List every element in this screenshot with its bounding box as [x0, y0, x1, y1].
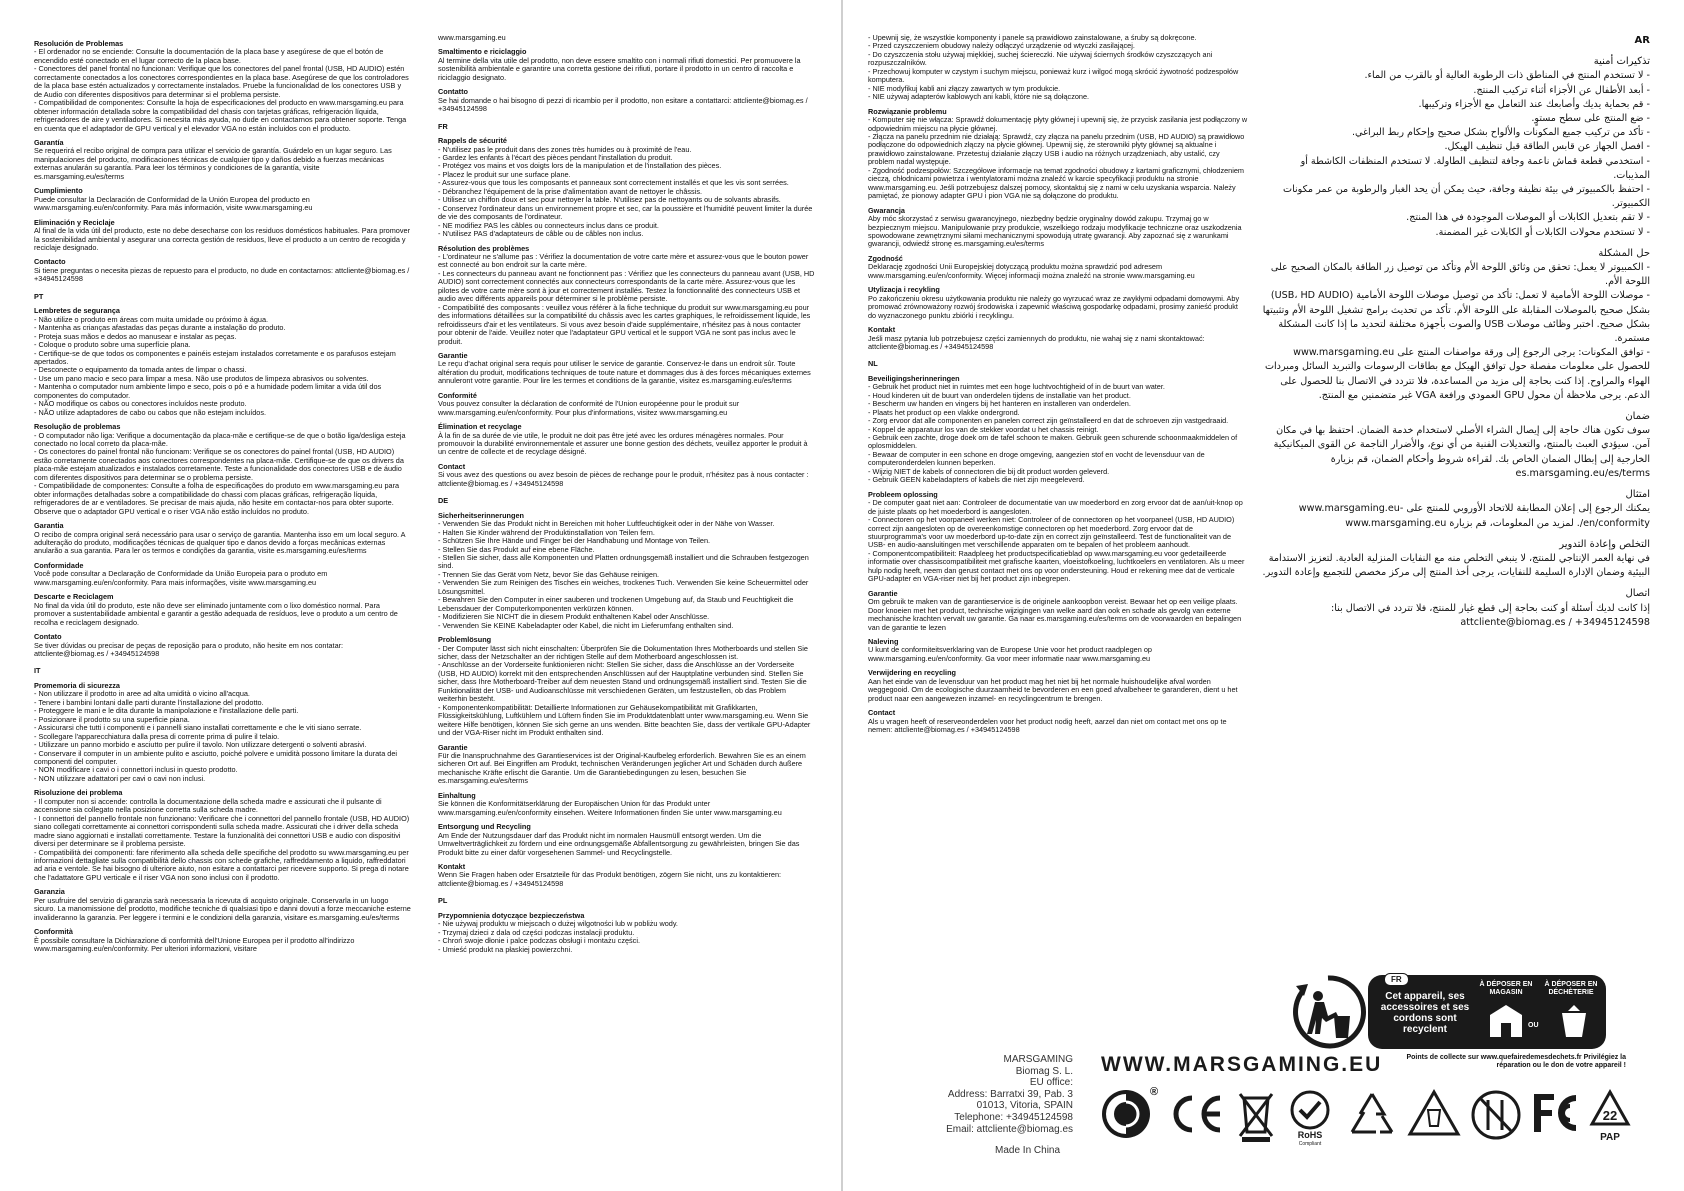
- text-section: [438, 792, 815, 817]
- section-body: À la fin de sa durée de vie utile, le produit ne doit pas être jeté avec les ordures ménagères normales. Pour promouvoir la durabilité environnementale et assurer une bonne gestion des déchets, veuillez apporter le produit à un centre de collecte et de recyclage désigné.: [438, 430, 808, 457]
- text-section: [34, 789, 411, 882]
- fcc-icon: [1530, 1088, 1580, 1138]
- registered-mark: ®: [1150, 1086, 1159, 1098]
- recycle-arrows-icon: [1344, 1088, 1400, 1142]
- text-section: [868, 34, 1248, 102]
- language-code: DE: [438, 496, 449, 506]
- text-section: [34, 593, 411, 627]
- section-body: - Der Computer lässt sich nicht einschalten: Überprüfen Sie die Dokumentation Ihres Motherboards und stellen Sie sicher, dass der Netzschalter an der richtigen Stelle auf dem Motherboard angeschlossen ist. - Anschlüsse an der Vorderseite funktionieren nicht: Stellen Sie sicher, dass die Anschlüsse an der Vorderseite (USB, HD AUDIO) korrekt mit den entsprechenden Anschlüssen auf der Hauptplatine verbunden sind. Stellen Sie sicher, dass Ihre Motherboard-Treiber auf dem neuesten Stand und ordnungsgemäß installiert sind. Testen Sie die Funktionalität der USB- und Audioanschlüsse mit verschiedenen Geräten, um festzustellen, ob das Problem weiterhin besteht. - Komponentenkompatibilität: Detaillierte Informationen zur Gehäusekompatibilität mit Grafikkarten, Flüssigkeitskühlung, Luftkühlern und Lüftern finden Sie im Produktdatenblatt unter www.marsgaming.eu. Wenn Sie weitere Hilfe benötigen, können Sie sich gerne an uns wenden. Bitte beachten Sie, dass der vertikale GPU-Adapter und der VGA-Riser nicht im Produkt enthalten sind.: [438, 643, 811, 738]
- text-section: [438, 463, 815, 488]
- text-section: [438, 636, 815, 737]
- section-heading: Resolución de Problemas: [34, 39, 124, 48]
- text-section: [438, 88, 815, 113]
- text-column-arabic: [1262, 34, 1650, 694]
- section-heading: اتصال: [1625, 588, 1650, 600]
- company-name: Biomag S. L.: [1015, 1065, 1073, 1077]
- section-body: Aan het einde van de levensduur van het product mag het niet bij het normale huishoudelijke afval worden weggegooid. Om de ecologische duurzaamheid te bevorderen en een goed afvalbeheer te garanderen, dient u het product naar een aangewezen inzamel- en recyclingcentrum te brengen.: [868, 676, 1238, 703]
- section-body: - Non utilizzare il prodotto in aree ad alta umidità o vicino all'acqua. - Tenere i bambini lontani dalle parti durante l'installazione del prodotto. - Proteggere le mani e le dita durante la manipolazione e l'installazione delle parti. - Posizionare il prodotto su una superficie piana. - Assicurarsi che tutti i componenti e i pannelli siano installati correttamente e che le viti siano serrate. - Scollegare l'apparecchiatura dalla presa di corrente prima di pulire il telaio. - Utilizzare un panno morbido e asciutto per pulire il tavolo. Non utilizzare detergenti o solventi abrasivi. - Conservare il computer in un ambiente pulito e asciutto, poiché polvere e umidità possono limitare la durata dei componenti del computer. - NON modificare i cavi o i connettori inclusi in questo prodotto. - NON utilizzare adattatori per cavi o cavi non inclusi.: [34, 689, 398, 783]
- rohs-icon: [1286, 1088, 1334, 1146]
- section-heading: Rozwiązanie problemu: [868, 106, 947, 116]
- language-code: FR: [438, 121, 448, 131]
- text-section: [1262, 410, 1650, 481]
- text-section: [34, 40, 411, 133]
- section-body: Als u vragen heeft of reserveonderdelen voor het product nodig heeft, aarzel dan niet om contact met ons op te nemen: attcliente@biomag.es / +34945124598: [868, 716, 1227, 735]
- section-heading: Zgodność: [868, 253, 903, 263]
- triman-recycling-icon: [1288, 972, 1368, 1052]
- section-heading: Kontakt: [438, 861, 466, 871]
- company-address: [910, 1054, 1073, 1135]
- section-heading: Garantie: [438, 350, 468, 360]
- company-email: Email: attcliente@biomag.es: [946, 1123, 1073, 1135]
- text-section: [34, 633, 411, 658]
- section-body: Você pode consultar a Declaração de Conformidade da União Europeia para o produto em www.marsgaming.eu/en/conformity. Para mais informações, visite www.marsgaming.eu: [34, 569, 328, 587]
- section-body: Für die Inanspruchnahme des Garantieservices ist der Original-Kaufbeleg erforderlich. Bewahren Sie es an einem sicheren Ort auf. Bei Eingriffen am Produkt, technischen Veränderungen jeglicher Art und Schäden durch äußere mechanische Kräfte erlischt die Garantie. Um die Garantiebedingungen zu lesen, besuchen Sie es.marsgaming.eu/es/terms: [438, 750, 806, 786]
- section-body: - Verwenden Sie das Produkt nicht in Bereichen mit hoher Luftfeuchtigkeit oder in der Nähe von Wasser. - Halten Sie Kinder während der Produktinstallation von Teilen fern. - Schützen Sie Ihre Hände und Finger bei der Handhabung und Montage von Teilen. - Stellen Sie das Produkt auf eine ebene Fläche. - Stellen Sie sicher, dass alle Komponenten und Platten ordnungsgemäß installiert und die Schrauben festgezogen sind. - Trennen Sie das Gerät vom Netz, bevor Sie das Gehäuse reinigen. - Verwenden Sie zum Reinigen des Tisches ein weiches, trockenes Tuch. Verwenden Sie keine Scheuermittel oder Lösungsmittel. - Bewahren Sie den Computer in einer sauberen und trockenen Umgebung auf, da Staub und Feuchtigkeit die Lebensdauer der Computerkomponenten verkürzen können. - Modifizieren Sie NICHT die in diesem Produkt enthaltenen Kabel oder Anschlüsse. - Verwenden Sie KEINE Kabeladapter oder Kabel, die nicht im Lieferumfang enthalten sind.: [438, 519, 809, 630]
- section-heading: Conformité: [438, 390, 477, 400]
- text-section: [438, 392, 815, 417]
- certification-icons: [1100, 1088, 1630, 1152]
- section-body: Se tiver dúvidas ou precisar de peças de reposição para o produto, não hesite em nos contatar: attcliente@biomag.es / +34945124598: [34, 640, 344, 658]
- section-heading: Gwarancja: [868, 205, 905, 215]
- section-heading: Garantie: [868, 588, 898, 598]
- weee-bin-icon: [1234, 1088, 1278, 1144]
- left-page: [0, 0, 841, 1191]
- text-section: [34, 258, 411, 283]
- text-column-a: [34, 34, 411, 1174]
- section-heading: Risoluzione dei problema: [34, 788, 123, 798]
- section-heading: Resolução de problemas: [34, 422, 121, 432]
- section-heading: Lembretes de segurança: [34, 306, 120, 316]
- text-section: [868, 638, 1248, 663]
- section-body: O recibo de compra original será necessário para usar o serviço de garantia. Mantenha isso em um local seguro. A adulteração do produto, modificações técnicas de qualquer tipo e danos devido a forças mecânicas externas anularão a sua garantia. Para ler os termos e condições da garantia, visite es.marsgaming.eu/es/terms: [34, 529, 406, 556]
- section-heading: Élimination et recyclage: [438, 422, 522, 432]
- section-body: - Nie używaj produktu w miejscach o dużej wilgotności lub w pobliżu wody. - Trzymaj dzieci z dala od części podczas instalacji produktu. - Chroń swoje dłonie i palce podczas obsługi i montażu części. - Umieść produkt na płaskiej powierzchni.: [438, 919, 678, 954]
- text-section: [34, 307, 411, 417]
- section-heading: ضمان: [1625, 411, 1650, 423]
- text-section: [438, 48, 815, 82]
- pap-number: 22: [1602, 1108, 1618, 1123]
- text-section: [1262, 55, 1650, 240]
- text-section: [438, 423, 815, 457]
- green-dot-icon: [1100, 1088, 1152, 1140]
- section-body: - لا تستخدم المنتج في المناطق ذات الرطوبة العالية أو بالقرب من الماء. - أبعد الأطفال عن الأجزاء أثناء تركيب المنتج. - قم بحماية يديك وأصابعك عند التعامل مع الأجزاء وتركيبها. - ضع المنتج على سطح مستوٍ. - تأكد من تركيب جميع المكونات والألواح بشكل صحيح وإحكام ربط البراغي. - افصل الجهاز عن قابس الطاقة قبل تنظيف الهيكل. - استخدمي قطعة قماش ناعمة وجافة لتنظيف الطاولة. لا تستخدم المنظفات الكاشطة أو المذيبات. - احتفظ بالكمبيوتر في بيئة نظيفة وجافة، حيث يمكن أن يحد الغبار والرطوبة من عمر مكونات الكمبيوتر. - لا تقم بتعديل الكابلات أو الموصلات الموجودة في هذا المنتج. - لا تستخدم محولات الكابلات أو الكابلات غير المضمنة.: [1283, 70, 1650, 238]
- section-body: Al final de la vida útil del producto, este no debe desecharse con los residuos domésticos habituales. Para promover la sostenibilidad ambiental y asegurar una correcta gestión de residuos, lleve el producto a un centro de recogida y reciclaje designado.: [34, 226, 411, 252]
- section-body: - El ordenador no se enciende: Consulte la documentación de la placa base y asegúrese de que el botón de encendido esté conectado en el lugar correcto de la placa base. - Conectores del panel frontal no funcionan: Verifique que los conectores del panel frontal (USB, HD AUDIO) estén correctamente conectados a los conectores correspondientes en la placa base. Asegúrese de que los controladores de la placa base estén actualizados y correctamente instalados. Pruebe la funcionalidad de los conectores USB y de Audio con diferentes dispositivos para determinar si el problema persiste. - Compatibilidad de componentes: Consulte la hoja de especificaciones del producto en www.marsgaming.eu para obtener información detallada sobre la compatibilidad del chasis con tarjetas gráficas, refrigeración líquida, refrigeradores de aire y ventiladores. Si necesita más ayuda, no dude en contactarnos para obtener soporte. Tenga en cuenta que el adaptador de GPU vertical y el elevador VGA no están incluidos con el producto.: [34, 47, 409, 133]
- section-heading: Sicherheitserinnerungen: [438, 510, 524, 520]
- text-section: [868, 326, 1248, 351]
- text-section: [868, 669, 1248, 703]
- section-heading: امتثال: [1625, 489, 1650, 501]
- section-body: Sie können die Konformitätserklärung der Europäischen Union für das Produkt unter www.marsgaming.eu/en/conformity einsehen. Weitere Informationen finden Sie unter www.marsgaming.eu: [438, 799, 782, 817]
- language-code: NL: [868, 359, 878, 369]
- section-body: U kunt de conformiteitsverklaring van de Europese Unie voor het product raadplegen op www.marsgaming.eu/en/conformity. Ga voor meer informatie naar www.marsgaming.eu: [868, 645, 1152, 663]
- section-heading: Contact: [868, 708, 896, 718]
- text-section: [868, 207, 1248, 249]
- language-code: IT: [34, 666, 41, 676]
- section-body: Vous pouvez consulter la déclaration de conformité de l'Union européenne pour le produit sur www.marsgaming.eu/en/conformity. Pour plus d'informations, visitez www.marsgaming.eu: [438, 399, 740, 417]
- section-body: Om gebruik te maken van de garantieservice is de originele aankoopbon vereist. Bewaar het op een veilige plaats. Door knoeien met het product, technische wijzigingen van welke aard dan ook en schade als gevolg van externe mechanische krachten vervalt uw garantie. Ga naar es.marsgaming.eu/es/terms om de voorwaarden en bepalingen van de garantie te lezen: [868, 597, 1242, 632]
- section-body: - L'ordinateur ne s'allume pas : Vérifiez la documentation de votre carte mère et assurez-vous que le bouton power est connecté au bon endroit sur la carte mère. - Les connecteurs du panneau avant ne fonctionnent pas : Vérifiez que les connecteurs du panneau avant (USB, HD AUDIO) sont correctement connectés aux connecteurs correspondants de la carte mère. Assurez-vous que les pilotes de votre carte mère sont à jour et correctement installés. Testez la fonctionnalité des connecteurs USB et audio avec différents appareils pour déterminer si le problème persiste. - Compatibilité des composants : veuillez vous référer à la fiche technique du produit sur www.marsgaming.eu pour des informations détaillées sur la compatibilité du châssis avec les cartes graphiques, le refroidissement liquide, les refroidisseurs d'air et les ventilateurs. Si vous avez besoin d'aide supplémentaire, n'hésitez pas à nous contacter pour obtenir de l'aide. Veuillez noter que l'adaptateur GPU vertical et le support VGA ne sont pas inclus avec le produit.: [438, 251, 815, 346]
- text-section: [34, 682, 411, 783]
- section-heading: Promemoria di sicurezza: [34, 680, 120, 690]
- section-body: Se hai domande o hai bisogno di pezzi di ricambio per il prodotto, non esitare a contattarci: attcliente@biomag.es / +34945124598: [438, 95, 808, 114]
- text-column-c: [868, 34, 1248, 994]
- section-heading: Résolution des problèmes: [438, 243, 530, 253]
- section-body: - Upewnij się, że wszystkie komponenty i panele są prawidłowo zainstalowane, a śruby są dokręcone. - Przed czyszczeniem obudowy należy odłączyć urządzenie od wtyczki zasilającej. - Do czyszczenia stołu używaj miękkiej, suchej ściereczki. Nie używaj ściernych środków czyszczących ani rozpuszczalników. - Przechowuj komputer w czystym i suchym miejscu, ponieważ kurz i wilgoć mogą skrócić żywotność podzespołów komputera. - NIE modyfikuj kabli ani złączy zawartych w tym produkcie. - NIE używaj adapterów kablowych ani kabli, które nie są dołączone.: [868, 34, 1239, 102]
- text-section: [438, 512, 815, 630]
- text-column-b: [438, 34, 815, 1174]
- ce-mark-icon: [1166, 1088, 1226, 1140]
- section-body: Puede consultar la Declaración de Conformidad de la Unión Europea del producto en www.marsgaming.eu/en/conformity. Para más información, visite www.marsgaming.eu: [34, 194, 313, 213]
- company-brand: MARSGAMING: [1003, 1054, 1073, 1065]
- no-food-contact-icon: [1470, 1088, 1522, 1142]
- text-section: [34, 888, 411, 922]
- text-section: [438, 352, 815, 386]
- text-section: [438, 137, 815, 238]
- section-heading: Kontakt: [868, 325, 896, 335]
- section-heading: تذكيرات أمنية: [1593, 56, 1650, 68]
- text-section: [1262, 538, 1650, 581]
- language-code: AR: [1634, 35, 1650, 46]
- text-section: [34, 562, 411, 587]
- section-heading: Smaltimento e riciclaggio: [438, 47, 527, 57]
- section-body: È possibile consultare la Dichiarazione di conformità dell'Unione Europea per il prodotto all'indirizzo www.marsgaming.eu/en/conformity. Per ulteriori informazioni, visitare: [34, 935, 355, 954]
- language-code: PT: [34, 291, 44, 301]
- store-icon: [1486, 1001, 1526, 1041]
- section-body: - O computador não liga: Verifique a documentação da placa-mãe e certifique-se de que o botão liga/desliga esteja conectado no local correto da placa-mãe. - Os conectores do painel frontal não funcionam: Verifique se os conectores do painel frontal (USB, HD AUDIO) estão corretamente conectados aos conectores correspondentes na placa-mãe. Certifique-se de que os drivers da placa-mãe estejam atualizados e instalados corretamente. Teste a funcionalidade dos conectores USB e de áudio com diferentes dispositivos para determinar se o problema persiste. - Compatibilidade de componentes: Consulte a folha de especificações do produto em www.marsgaming.eu para obter informações detalhadas sobre a compatibilidade do chassi com placas gráficas, refrigeração líquida, refrigeradores de ar e ventiladores. Se precisar de mais ajuda, não hesite em contactar-nos para obter suporte. Observe que o adaptador GPU vertical e o riser VGA não estão incluídos no produto.: [34, 430, 406, 516]
- section-heading: Garanzia: [34, 887, 65, 897]
- section-body: Al termine della vita utile del prodotto, non deve essere smaltito con i normali rifiuti domestici. Per promuovere la sostenibilità ambientale e garantire una corretta gestione dei rifiuti, portare il prodotto in un centro di raccolta e riciclaggio designato.: [438, 55, 801, 82]
- section-body: - Il computer non si accende: controlla la documentazione della scheda madre e assicurati che il pulsante di accensione sia collegato nella posizione corretta sulla scheda madre. - I connettori del pannello frontale non funzionano: Verificare che i connettori del pannello frontale (USB, HD AUDIO) siano collegati correttamente ai connettori corrispondenti sulla scheda madre. Assicurati che i driver della scheda madre siano aggiornati e installati correttamente. Testare la funzionalità dei connettori USB e audio con dispositivi diversi per determinare se il problema persiste. - Compatibilità dei componenti: fare riferimento alla scheda delle specifiche del prodotto su www.marsgaming.eu per informazioni dettagliate sulla compatibilità dello chassis con schede grafiche, raffreddamento a liquido, raffreddatori ad aria e ventole. Se hai bisogno di ulteriore aiuto, non esitare a contattarci per ricevere supporto. Si prega di notare che l'adattatore GPU verticale e il riser VGA non sono inclusi con il prodotto.: [34, 796, 410, 882]
- fr-deposit-store: À DÉPOSER EN MAGASIN: [1479, 981, 1533, 996]
- section-body: - De computer gaat niet aan: Controleer de documentatie van uw moederbord en zorg ervoor dat de aan/uit-knop op de juiste plaats op het moederbord is aangesloten. - Connectoren op het voorpaneel werken niet: Controleer of de connectoren op het voorpaneel (USB, HD AUDIO) correct zijn aangesloten op de overeenkomstige connectoren op het moederbord. Zorg ervoor dat de stuurprogramma's voor uw moederbord up-to-date zijn en correct zijn geïnstalleerd. Test de functionaliteit van de USB- en audio-aansluitingen met verschillende apparaten om te bepalen of het probleem aanhoudt. - Componentcompatibiliteit: Raadpleeg het productspecificatieblad op www.marsgaming.eu voor gedetailleerde informatie over chassiscompatibiliteit met grafische kaarten, vloeistofkoeling, luchtkoelers en ventilatoren. Als u meer hulp nodig heeft, neem dan gerust contact met ons op voor ondersteuning. Houd er rekening mee dat de verticale GPU-adapter en VGA-riser niet bij het product zijn inbegrepen.: [868, 498, 1245, 584]
- dechetterie-icon: [1554, 1001, 1594, 1041]
- section-heading: Verwijdering en recycling: [868, 668, 957, 678]
- text-section: [868, 491, 1248, 584]
- text-section: [438, 863, 815, 888]
- website-url: WWW.MARSGAMING.EU: [1101, 1053, 1383, 1076]
- section-heading: Rappels de sécurité: [438, 136, 507, 146]
- section-body: يمكنك الرجوع إلى إعلان المطابقة للاتحاد الأوروبي للمنتج على -www.marsgaming.eu /en/conformity. لمزيد من المعلومات، قم بزيارة www.marsgaming.eu: [1298, 503, 1650, 529]
- section-heading: Conformità: [34, 927, 73, 937]
- text-section: [868, 286, 1248, 320]
- glass-recycle-icon: [1406, 1088, 1462, 1142]
- text-section: [868, 108, 1248, 201]
- section-body: في نهاية العمر الإنتاجي للمنتج، لا ينبغي التخلص منه مع النفايات المنزلية العادية. لتعزيز الاستدامة البيئية وضمان الإدارة السليمة للنفايات، يرجى أخذ المنتج إلى مركز مخصص للتجميع وإعادة التدوير.: [1262, 552, 1650, 579]
- section-heading: حل المشكلة: [1598, 247, 1650, 259]
- section-body: - N'utilisez pas le produit dans des zones très humides ou à proximité de l'eau. - Gardez les enfants à l'écart des pièces pendant l'installation du produit. - Protégez vos mains et vos doigts lors de la manipulation et de l'installation des pièces. - Placez le produit sur une surface plane. - Assurez-vous que tous les composants et panneaux sont correctement installés et que les vis sont serrées. - Débranchez l'équipement de la prise d'alimentation avant de nettoyer le châssis. - Utilisez un chiffon doux et sec pour nettoyer la table. N'utilisez pas de nettoyants ou de solvants abrasifs. - Conservez l'ordinateur dans un environnement propre et sec, car la poussière et l'humidité peuvent limiter la durée de vie des composants de l'ordinateur. - NE modifiez PAS les câbles ou connecteurs inclus dans ce produit. - N'utilisez PAS d'adaptateurs de câble ou de câbles non inclus.: [438, 144, 813, 239]
- section-body: Per usufruire del servizio di garanzia sarà necessaria la ricevuta di acquisto originale. Conservarla in un luogo sicuro. La manomissione del prodotto, modifiche tecniche di qualsiasi tipo e danni dovuti a forze meccaniche esterne invalideranno la garanzia. Per leggere i termini e le condizioni della garanzia, visitare es.marsgaming.eu/es/terms: [34, 895, 411, 922]
- rohs-label: RoHS: [1297, 1130, 1323, 1140]
- fr-recycling-badge: [1368, 975, 1606, 1049]
- section-heading: Beveiligingsherinneringen: [868, 373, 960, 383]
- fr-deposit-dechetterie: À DÉPOSER EN DÉCHÈTERIE: [1544, 981, 1598, 996]
- section-body: Po zakończeniu okresu użytkowania produktu nie należy go wyrzucać wraz ze zwykłymi odpadami domowymi. Aby promować zrównoważony rozwój środowiska i zapewnić właściwą gospodarkę odpadami, prosimy zanieść produkt do wyznaczonego punktu zbiórki i recyklingu.: [868, 293, 1240, 320]
- section-heading: Entsorgung und Recycling: [438, 822, 531, 832]
- fr-tag: FR: [1384, 973, 1409, 986]
- section-heading: Garantie: [438, 742, 468, 752]
- made-in-label: Made In China: [995, 1145, 1061, 1156]
- section-heading: Garantia: [34, 521, 64, 531]
- text-section: [1262, 247, 1650, 403]
- column-lead-text: www.marsgaming.eu: [438, 34, 506, 42]
- fr-collection-note: Points de collecte sur www.quefairedemesdechets.fr Privilégiez la réparation ou le don de votre appareil !: [1406, 1054, 1626, 1069]
- section-body: - Komputer się nie włącza: Sprawdź dokumentację płyty głównej i upewnij się, że przycisk zasilania jest podłączony w odpowiednim miejscu na płycie głównej. - Złącza na panelu przednim nie działają: Sprawdź, czy złącza na panelu przednim (USB, HD AUDIO) są prawidłowo podłączone do odpowiednich złączy na płycie głównej. Upewnij się, że sterowniki płyty głównej są aktualne i prawidłowo zainstalowane. Przetestuj działanie złączy USB i audio na różnych urządzeniach, aby ustalić, czy problem nadal występuje. - Zgodność podzespołów: Szczegółowe informacje na temat zgodności obudowy z kartami graficznymi, chłodzeniem cieczą, chłodnicami powietrza i wentylatorami można znaleźć w karcie specyfikacji produktu na stronie www.marsgaming.eu. Jeśli potrzebujesz dalszej pomocy, skontaktuj się z nami w celu uzyskania wsparcia. Należy pamiętać, że pionowy adapter GPU i pion VGA nie są dołączone do produktu.: [868, 115, 1248, 201]
- company-street: Address: Barratxi 39, Pab. 3: [947, 1088, 1073, 1100]
- section-heading: Przypomnienia dotyczące bezpieczeństwa: [438, 910, 585, 920]
- section-heading: Problemlösung: [438, 635, 492, 645]
- company-city: 01013, Vitoria, SPAIN: [976, 1100, 1073, 1112]
- section-body: Le reçu d'achat original sera requis pour utiliser le service de garantie. Conservez-le dans un endroit sûr. Toute altération du produit, modifications techniques de toute nature et dommages dus à des forces mécaniques externes annuleront votre garantie. Pour lire les termes et conditions de la garantie, visitez es.marsgaming.eu/es/terms: [438, 359, 811, 386]
- section-body: No final da vida útil do produto, este não deve ser eliminado juntamente com o lixo doméstico normal. Para promover a sustentabilidade ambiental e garantir a gestão adequada de resíduos, leve o produto a um centro de recolha e reciclagem designado.: [34, 600, 398, 627]
- text-section: [868, 255, 1248, 280]
- text-section: [438, 744, 815, 786]
- text-section: [1262, 488, 1650, 531]
- text-section: [438, 912, 815, 954]
- section-body: Se requerirá el recibo original de compra para utilizar el servicio de garantía. Guárdelo en un lugar seguro. Las manipulaciones del producto, modificaciones técnicas de cualquier tipo y daños debido a fuerzas mecánicas externas anularán su garantía. Para leer los términos y condiciones de la garantía, visite es.marsgaming.eu/es/terms: [34, 146, 392, 181]
- section-body: - Não utilize o produto em áreas com muita umidade ou próximo à água. - Mantenha as crianças afastadas das peças durante a instalação do produto. - Proteja suas mãos e dedos ao manusear e instalar as peças. - Coloque o produto sobre uma superfície plana. - Certifique-se de que todos os componentes e painéis estejam instalados corretamente e os parafusos estejam apertados. - Desconecte o equipamento da tomada antes de limpar o chassi. - Use um pano macio e seco para limpar a mesa. Não use produtos de limpeza abrasivos ou solventes. - Mantenha o computador num ambiente limpo e seco, pois o pó e a humidade podem limitar a vida útil dos componentes do computador. - NÃO modifique os cabos ou conectores incluídos neste produto. - NÃO utilize adaptadores de cabo ou cabos que não estejam incluídos.: [34, 314, 396, 417]
- section-heading: Probleem oplossing: [868, 489, 938, 499]
- section-body: Si tiene preguntas o necesita piezas de repuesto para el producto, no dude en contactarnos: attcliente@biomag.es / +34945124598: [34, 265, 410, 284]
- section-heading: التخلص وإعادة التدوير: [1559, 538, 1650, 550]
- section-body: Deklarację zgodności Unii Europejskiej dotyczącą produktu można sprawdzić pod adresem www.marsgaming.eu/en/conformity. Więcej informacji można znaleźć na stronie www.marsgaming.eu: [868, 262, 1195, 280]
- text-section: [868, 709, 1248, 734]
- section-body: Jeśli masz pytania lub potrzebujesz części zamiennych do produktu, nie wahaj się z nami skontaktować: attcliente@biomag.es / +34945124598: [868, 333, 1205, 351]
- section-body: سوف تكون هناك حاجة إلى إيصال الشراء الأصلي لاستخدام خدمة الضمان. احتفظ بها في مكان آمن. سيؤدي العبث بالمنتج، والتعديلات الفنية من أي نوع، والأضرار الناجمة عن القوى الميكانيكية الخارجية إلى إبطال الضمان الخاص بك. لقراءة شروط وأحكام الضمان، قم بزيارة es.marsgaming.eu/es/terms: [1273, 425, 1650, 479]
- text-section: [1262, 587, 1650, 630]
- text-section: [438, 823, 815, 857]
- text-section: [868, 590, 1248, 632]
- text-section: [438, 245, 815, 346]
- text-section: [34, 187, 411, 212]
- section-body: Am Ende der Nutzungsdauer darf das Produkt nicht im normalen Hausmüll entsorgt werden. Um die Umweltverträglichkeit zu fördern und eine ordnungsgemäße Abfallentsorgung zu gewährleisten, bringen Sie das Produkt bitte zu einer dafür vorgesehenen Sammel- und Recyclingstelle.: [438, 830, 800, 857]
- section-heading: Garantía: [34, 137, 64, 147]
- fr-or-label: OU: [1528, 1022, 1539, 1029]
- text-section: [868, 375, 1248, 485]
- rohs-sublabel: Compliant: [1298, 1141, 1322, 1146]
- section-heading: Utylizacja i recykling: [868, 285, 940, 295]
- section-body: - الكمبيوتر لا يعمل: تحقق من وثائق اللوحة الأم وتأكد من توصيل زر الطاقة بالمكان الصحيح على اللوحة الأم. - موصلات اللوحة الأمامية لا تعمل: تأكد من توصيل موصلات اللوحة الأمامية (USB، HD AUDIO) بشكل صحيح بالموصلات المقابلة على اللوحة الأم. تأكد من تحديث برامج تشغيل اللوحة الأم وتثبيتها بشكل صحيح. اختبر وظائف موصلات USB والصوت بأجهزة مختلفة لتحديد ما إذا كانت المشكلة مستمرة. - توافق المكونات: يرجى الرجوع إلى ورقة مواصفات المنتج على www.marsgaming.eu للحصول على معلومات مفصلة حول توافق الهيكل مع بطاقات الرسومات والتبريد السائل ومبردات الهواء والمراوح. إذا كنت بحاجة إلى مزيد من المساعدة، فلا تتردد في الاتصال بنا للحصول على الدعم. يرجى ملاحظة أن محول GPU العمودي ورافعة VGA غير متضمنين مع المنتج.: [1262, 262, 1650, 401]
- text-section: [34, 219, 411, 253]
- section-body: Si vous avez des questions ou avez besoin de pièces de rechange pour le produit, n'hésitez pas à nous contacter : attcliente@biomag.es / +34945124598: [438, 470, 809, 488]
- section-body: إذا كانت لديك أسئلة أو كنت بحاجة إلى قطع غيار للمنتج، فلا تتردد في الاتصال بنا: attcliente@biomag.es / +34945124598: [1331, 602, 1650, 628]
- pap-22-recycle-icon: [1588, 1088, 1632, 1150]
- section-heading: Contato: [34, 632, 62, 642]
- fr-recycle-statement: Cet appareil, ses accessoires et ses cordons sont recyclent: [1380, 991, 1470, 1035]
- text-section: [34, 423, 411, 516]
- company-phone: Telephone: +34945124598: [954, 1111, 1073, 1123]
- text-section: [34, 928, 411, 953]
- section-heading: Naleving: [868, 637, 899, 646]
- section-heading: Contact: [438, 461, 466, 471]
- language-code: PL: [438, 896, 448, 906]
- section-heading: Cumplimiento: [34, 186, 83, 196]
- section-body: Aby móc skorzystać z serwisu gwarancyjnego, niezbędny będzie oryginalny dowód zakupu. Trzymaj go w bezpiecznym miejscu. Manipulowanie przy produkcie, wszelkiego rodzaju modyfikacje techniczne oraz uszkodzenia spowodowane zewnętrznymi siłami mechanicznymi spowodują utratę gwarancji. Aby zapoznać się z warunkami gwarancji, odwiedź stronę es.marsgaming.eu/es/terms: [868, 214, 1242, 249]
- section-body: - Gebruik het product niet in ruimtes met een hoge luchtvochtigheid of in de buurt van water. - Houd kinderen uit de buurt van onderdelen tijdens de installatie van het product. - Bescherm uw handen en vingers bij het hanteren en installeren van onderdelen. - Plaats het product op een vlakke ondergrond. - Zorg ervoor dat alle componenten en panelen correct zijn geïnstalleerd en dat de schroeven zijn vastgedraaid. - Koppel de apparatuur los van de stekker voordat u het chassis reinigt. - Gebruik een zachte, droge doek om de tafel schoon te maken. Gebruik geen schurende schoonmaakmiddelen of oplosmiddelen. - Bewaar de computer in een schone en droge omgeving, aangezien stof en vocht de levensduur van de computeronderdelen kunnen beperken. - Wijzig NIET de kabels of connectoren die bij dit product worden geleverd. - Gebruik GEEN kabeladapters of kabels die niet zijn meegeleverd.: [868, 382, 1238, 485]
- text-section: [34, 139, 411, 181]
- section-heading: Einhaltung: [438, 790, 476, 800]
- section-body: Wenn Sie Fragen haben oder Ersatzteile für das Produkt benötigen, zögern Sie nicht, uns zu kontaktieren: attcliente@biomag.es / +34945124598: [438, 870, 782, 888]
- section-heading: Eliminación y Reciclaje: [34, 217, 115, 227]
- company-office: EU office:: [1029, 1077, 1073, 1089]
- text-section: [34, 522, 411, 556]
- section-heading: Descarte e Reciclagem: [34, 592, 114, 602]
- section-heading: Contatto: [438, 87, 468, 97]
- section-heading: Contacto: [34, 257, 66, 267]
- section-heading: Conformidade: [34, 560, 84, 570]
- pap-label: PAP: [1600, 1132, 1620, 1143]
